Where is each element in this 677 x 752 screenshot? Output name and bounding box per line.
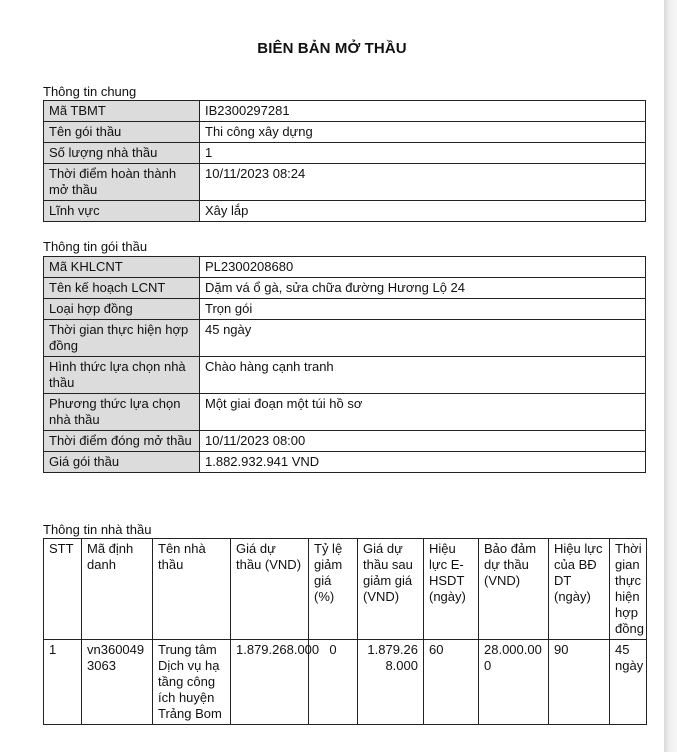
row-value: Trọn gói (200, 299, 646, 320)
cell-security-validity: 90 (549, 640, 610, 725)
cell-bid-price: 1.879.268.000 (231, 640, 309, 725)
column-header: Thời gian thực hiện hợp đồng (610, 539, 647, 640)
row-value: 1.882.932.941 VND (200, 452, 646, 473)
table-row (44, 431, 646, 452)
table-row (44, 357, 646, 394)
cell-price-after-discount: 1.879.268.000 (358, 640, 424, 725)
cell-bid-security: 28.000.000 (479, 640, 549, 725)
row-label: Loại hợp đồng (44, 299, 200, 320)
general-info-table (43, 100, 646, 222)
column-header: Hiệu lực của BĐ DT (ngày) (549, 539, 610, 640)
row-value: Chào hàng cạnh tranh (200, 357, 646, 394)
cell-duration: 45 ngày (610, 640, 647, 725)
table-row (44, 164, 646, 201)
row-value: 10/11/2023 08:24 (200, 164, 646, 201)
row-value: IB2300297281 (200, 101, 646, 122)
row-value: Thi công xây dựng (200, 122, 646, 143)
cell-stt: 1 (44, 640, 82, 725)
row-value: 45 ngày (200, 320, 646, 357)
column-header: Hiệu lực E-HSDT (ngày) (424, 539, 479, 640)
table-row (44, 299, 646, 320)
page-edge-shadow (664, 0, 677, 752)
row-value: 10/11/2023 08:00 (200, 431, 646, 452)
cell-name: Trung tâm Dịch vụ hạ tầng công ích huyện Trảng Bom (153, 640, 231, 725)
row-value: Một giai đoạn một túi hồ sơ (200, 394, 646, 431)
row-label: Hình thức lựa chọn nhà thầu (44, 357, 200, 394)
document-title: BIÊN BẢN MỞ THẦU (257, 40, 407, 57)
cell-id: vn3600493063 (82, 640, 153, 725)
table-header-row (44, 539, 647, 640)
table-row (44, 101, 646, 122)
contractor-table (43, 538, 647, 725)
row-label: Lĩnh vực (44, 201, 200, 222)
row-label: Mã TBMT (44, 101, 200, 122)
table-row (44, 122, 646, 143)
row-value: 1 (200, 143, 646, 164)
row-label: Tên kế hoạch LCNT (44, 278, 200, 299)
contractor-info-heading: Thông tin nhà thầu (43, 522, 152, 537)
row-label: Thời điểm hoàn thành mở thầu (44, 164, 200, 201)
row-label: Giá gói thầu (44, 452, 200, 473)
column-header: STT (44, 539, 82, 640)
column-header: Tỷ lệ giảm giá (%) (309, 539, 358, 640)
package-info-table (43, 256, 646, 473)
column-header: Bảo đảm dự thầu (VND) (479, 539, 549, 640)
row-label: Số lượng nhà thầu (44, 143, 200, 164)
column-header: Giá dự thầu (VND) (231, 539, 309, 640)
row-value: Dặm vá ổ gà, sửa chữa đường Hương Lộ 24 (200, 278, 646, 299)
table-row (44, 143, 646, 164)
column-header: Mã định danh (82, 539, 153, 640)
package-info-heading: Thông tin gói thầu (43, 239, 148, 254)
row-value: PL2300208680 (200, 257, 646, 278)
row-label: Thời gian thực hiện hợp đồng (44, 320, 200, 357)
cell-ehsdt-validity: 60 (424, 640, 479, 725)
table-row (44, 452, 646, 473)
table-row (44, 201, 646, 222)
table-row (44, 320, 646, 357)
column-header: Tên nhà thầu (153, 539, 231, 640)
row-value: Xây lắp (200, 201, 646, 222)
general-info-heading: Thông tin chung (43, 84, 137, 99)
row-label: Mã KHLCNT (44, 257, 200, 278)
table-row (44, 257, 646, 278)
row-label: Phương thức lựa chọn nhà thầu (44, 394, 200, 431)
row-label: Tên gói thầu (44, 122, 200, 143)
table-row (44, 278, 646, 299)
cell-discount: 0 (309, 640, 358, 725)
column-header: Giá dự thầu sau giảm giá (VND) (358, 539, 424, 640)
table-row (44, 394, 646, 431)
row-label: Thời điểm đóng mở thầu (44, 431, 200, 452)
table-row (44, 640, 647, 725)
